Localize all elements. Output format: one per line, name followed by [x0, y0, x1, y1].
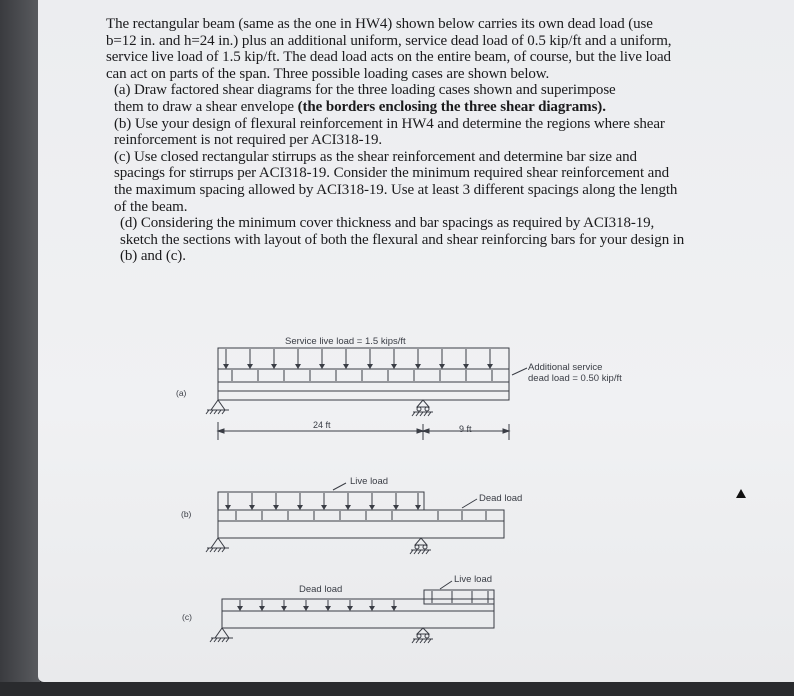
case-a-dead-load-label: Additional service	[528, 362, 603, 373]
dead-load-block	[218, 510, 504, 521]
part-c-line: (c) Use closed rectangular stirrups as the shear reinforcement and determine bar size and	[114, 148, 637, 165]
intro-line: b=12 in. and h=24 in.) plus an additional uniform, service dead load of 0.5 kip/ft and a uniform,	[106, 32, 672, 49]
case-b-diagram	[206, 483, 504, 554]
pin-support	[206, 538, 229, 552]
part-d-line: (b) and (c).	[120, 248, 186, 265]
intro-line: can act on parts of the span. Three possible loading cases are shown below.	[106, 65, 550, 82]
case-b-dead-load-label: Dead load	[479, 493, 523, 504]
overhang-label: 9 ft	[459, 424, 472, 434]
dead-load-leader	[462, 499, 477, 508]
intro-line: The rectangular beam (same as the one in HW4) shown below carries its own dead load (use	[106, 16, 653, 32]
pin-support	[210, 628, 233, 642]
live-load-leader	[440, 581, 452, 589]
part-c-line: the maximum spacing allowed by ACI318-19. Use at least 3 different spacings along the length	[114, 181, 678, 198]
dead-load-arrows	[232, 370, 492, 381]
live-load-block	[218, 492, 424, 510]
dead-load-leader	[512, 368, 527, 375]
case-b-live-load-label: Live load	[350, 476, 389, 487]
part-d-line: (d) Considering the minimum cover thickness and bar spacings as required by ACI318-19,	[120, 215, 655, 232]
part-c-line: spacings for stirrups per ACI318-19. Consider the minimum required shear reinforcement and	[114, 165, 670, 182]
case-a-dead-load-label: dead load = 0.50 kip/ft	[528, 373, 622, 384]
roller-support	[412, 628, 433, 643]
case-c-dead-load-label: Dead load	[299, 584, 343, 595]
part-d-line: sketch the sections with layout of both the flexural and shear reinforcing bars for your design in	[120, 231, 685, 248]
part-b-line: (b) Use your design of flexural reinforcement in HW4 and determine the regions where shear	[114, 115, 665, 132]
roller-support	[412, 400, 433, 416]
mouse-cursor-icon	[736, 489, 746, 498]
part-b-line: reinforcement is not required per ACI318-19.	[114, 132, 383, 149]
case-c-diagram	[210, 581, 494, 643]
case-c-live-load-label: Live load	[454, 574, 493, 585]
beam	[218, 521, 504, 538]
dead-load-block	[218, 369, 509, 382]
beam	[222, 611, 494, 628]
dead-load-arrows	[236, 511, 486, 520]
roller-support	[410, 538, 431, 554]
part-a-bold: (the borders enclosing the three shear diagrams).	[297, 98, 606, 115]
case-a-diagram	[206, 348, 527, 440]
live-load-arrows	[432, 591, 488, 603]
pin-support	[206, 400, 229, 414]
case-c-label: (c)	[182, 612, 192, 622]
live-load-leader	[333, 483, 346, 490]
case-a-live-load-label: Service live load = 1.5 kips/ft	[285, 336, 406, 347]
case-a-label: (a)	[176, 388, 187, 398]
part-c-line: of the beam.	[114, 198, 188, 215]
span-label: 24 ft	[313, 420, 331, 430]
live-load-block	[424, 590, 494, 604]
part-a-line: (a) Draw factored shear diagrams for the three loading cases shown and superimpose	[114, 82, 616, 99]
live-load-arrows	[226, 349, 490, 367]
part-a-text: them to draw a shear envelope	[114, 98, 298, 115]
case-b-label: (b)	[181, 509, 192, 519]
intro-line: service live load of 1.5 kip/ft. The dead load acts on the entire beam, of course, but the live load	[106, 49, 671, 66]
